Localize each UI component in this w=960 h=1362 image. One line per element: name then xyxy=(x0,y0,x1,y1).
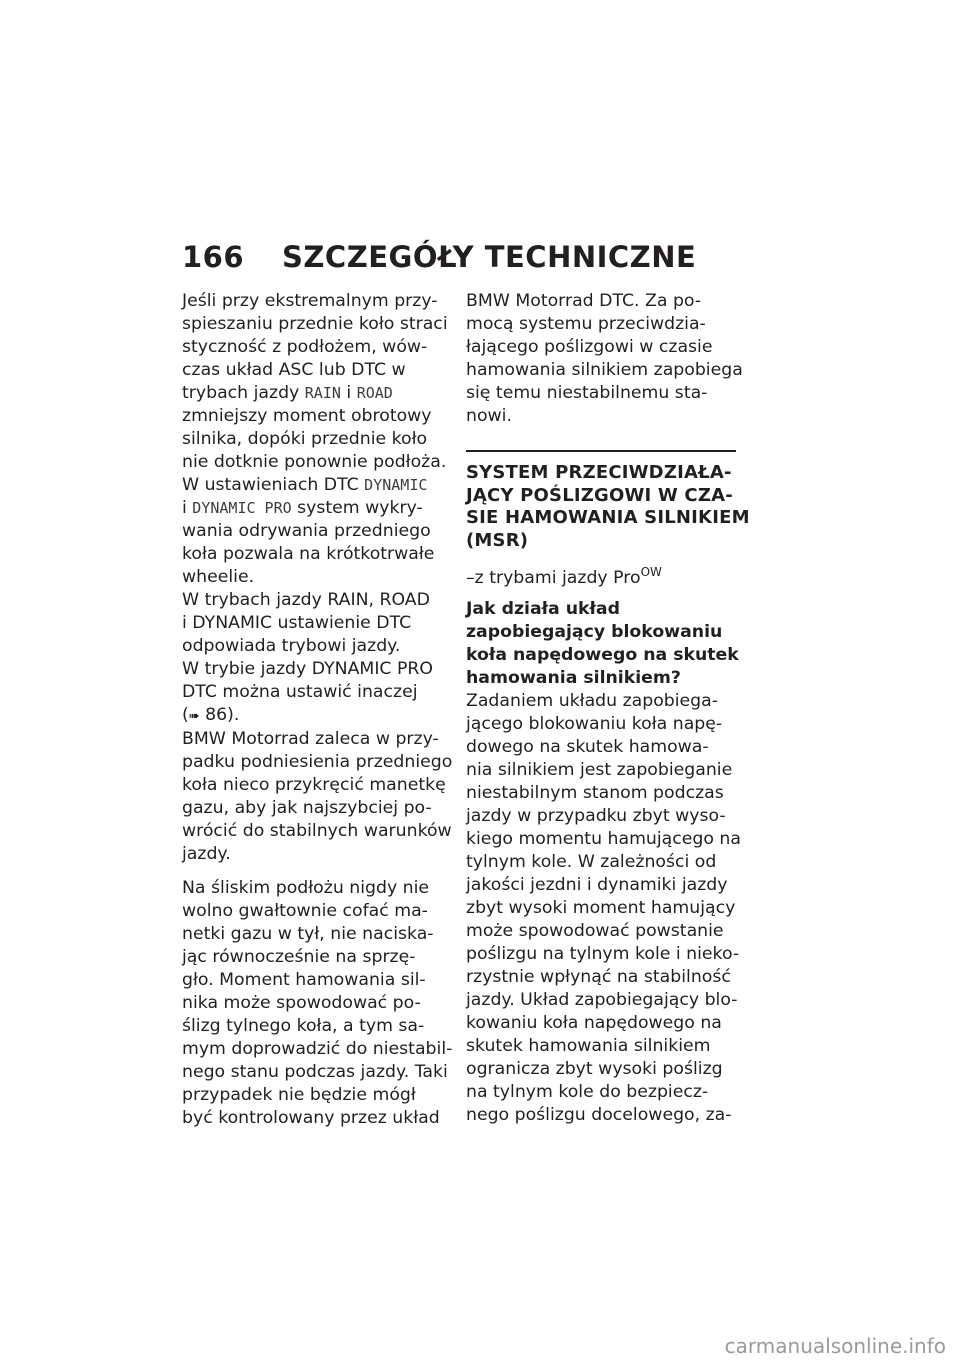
text-line: odpowiada trybowi jazdy. xyxy=(182,636,401,656)
text-line: jąc równocześnie na sprzę- xyxy=(182,947,416,967)
page-header xyxy=(182,240,742,284)
mode-label-dynamic: DYNAMIC xyxy=(364,476,428,494)
text-fragment: i xyxy=(182,498,193,518)
text-line: kiego momentu hamującego na xyxy=(466,828,741,849)
text-line: wania odrywania przedniego xyxy=(182,521,431,541)
text-fragment: trybach jazdy xyxy=(182,383,305,403)
text-line xyxy=(182,382,452,405)
text-line: jazdy w przypadku zbyt wyso- xyxy=(466,805,726,826)
text-line: rzystnie wpłynąć na stabilność xyxy=(466,966,731,987)
paragraph-dynamic-pro xyxy=(182,658,452,728)
heading-line: Jak działa układ xyxy=(466,598,620,619)
heading-line: SYSTEM PRZECIWDZIAŁA- xyxy=(466,462,732,483)
paragraph-continuation xyxy=(466,290,741,428)
variant-text: –z trybami jazdy Pro xyxy=(466,567,641,588)
section-divider xyxy=(466,450,736,452)
text-line: ślizg tylnego koła, a tym sa- xyxy=(182,1016,425,1036)
text-line: zmniejszy moment obrotowy xyxy=(182,406,432,426)
page-title: SZCZEGÓŁY TECHNICZNE xyxy=(282,240,697,274)
text-line: W trybach jazdy RAIN, ROAD xyxy=(182,590,430,610)
right-column xyxy=(466,290,750,1127)
text-line: na tylnym kole do bezpiecz- xyxy=(466,1081,709,1102)
text-line: może spowodować powstanie xyxy=(466,920,724,941)
text-line: jakości jezdni i dynamiki jazdy xyxy=(466,874,728,895)
text-line: ogranicza zbyt wysoki poślizg xyxy=(466,1058,723,1079)
text-line: nego stanu podczas jazdy. Taki xyxy=(182,1062,448,1082)
arrow-right-icon: ➠ xyxy=(188,709,200,724)
heading-line: zapobiegający blokowaniu xyxy=(466,621,723,642)
text-line: tylnym kole. W zależności od xyxy=(466,851,717,872)
text-line xyxy=(182,497,452,520)
text-line: dowego na skutek hamowa- xyxy=(466,736,709,757)
text-line: być kontrolowany przez układ xyxy=(182,1108,440,1128)
text-line: kowaniu koła napędowego na xyxy=(466,1012,722,1033)
heading-line: hamowania silnikiem? xyxy=(466,667,681,688)
text-line: nia silnikiem jest zapobieganie xyxy=(466,759,733,780)
text-line: wheelie. xyxy=(182,567,255,587)
text-line: mocą systemu przeciwdzia- xyxy=(466,314,706,334)
text-fragment: ( xyxy=(182,705,189,725)
text-fragment: W ustawieniach DTC xyxy=(182,475,365,495)
text-line: jazdy. Układ zapobiegający blo- xyxy=(466,989,738,1010)
text-line: skutek hamowania silnikiem xyxy=(466,1035,711,1056)
text-line: mym doprowadzić do niestabil- xyxy=(182,1039,453,1059)
text-fragment: i xyxy=(340,383,357,403)
text-line xyxy=(182,474,452,497)
text-line: jazdy. xyxy=(182,844,231,864)
text-line: netki gazu w tył, nie naciska- xyxy=(182,924,434,944)
page-reference-link[interactable] xyxy=(182,704,452,728)
text-line: BMW Motorrad DTC. Za po- xyxy=(466,291,702,311)
text-line: gazu, aby jak najszybciej po- xyxy=(182,798,432,818)
paragraph-wheelie-intro xyxy=(182,290,452,474)
text-line: nego poślizgu docelowego, za- xyxy=(466,1104,732,1125)
text-line: wolno gwałtownie cofać ma- xyxy=(182,901,428,921)
text-line: poślizgu na tylnym kole i nieko- xyxy=(466,943,740,964)
text-line: nowi. xyxy=(466,406,512,426)
mode-label-road: ROAD xyxy=(356,384,393,402)
watermark-link[interactable]: carmanualsonline.info xyxy=(724,1334,946,1358)
heading-line: (MSR) xyxy=(466,529,529,551)
page-reference-number: 86). xyxy=(199,705,240,725)
text-line: się temu niestabilnemu sta- xyxy=(466,383,708,403)
text-line: styczność z podłożem, wów- xyxy=(182,337,428,357)
text-line: koła pozwala na krótkotrwałe xyxy=(182,544,435,564)
section-heading-msr xyxy=(466,462,750,552)
text-line: przypadek nie będzie mógł xyxy=(182,1085,416,1105)
text-line: BMW Motorrad zaleca w przy- xyxy=(182,729,439,749)
paragraph-msr-explanation xyxy=(466,690,741,1127)
text-line: padku podniesienia przedniego xyxy=(182,752,453,772)
paragraph-dtc-modes xyxy=(182,589,452,658)
text-line: Jeśli przy ekstremalnym przy- xyxy=(182,291,438,311)
heading-line: koła napędowego na skutek xyxy=(466,644,739,665)
heading-line: JĄCY POŚLIZGOWI W CZA- xyxy=(466,484,733,506)
text-line: DTC można ustawić inaczej xyxy=(182,682,418,702)
text-line: wrócić do stabilnych warunków xyxy=(182,821,452,841)
paragraph-slippery-surface xyxy=(182,877,452,1130)
text-line: hamowania silnikiem zapobiega xyxy=(466,360,743,380)
text-line: nika może spowodować po- xyxy=(182,993,421,1013)
mode-label-dynamic-pro: DYNAMIC PRO xyxy=(192,499,292,517)
variant-note xyxy=(466,561,741,590)
text-line: i DYNAMIC ustawienie DTC xyxy=(182,613,412,633)
left-column xyxy=(182,290,452,1130)
mode-label-rain: RAIN xyxy=(304,384,341,402)
text-line: jącego blokowaniu koła napę- xyxy=(466,713,723,734)
text-line: gło. Moment hamowania sil- xyxy=(182,970,426,990)
text-line: W trybie jazdy DYNAMIC PRO xyxy=(182,659,433,679)
subheading-question xyxy=(466,598,741,690)
text-line: Na śliskim podłożu nigdy nie xyxy=(182,878,430,898)
variant-superscript: OW xyxy=(640,565,662,579)
text-line: czas układ ASC lub DTC w xyxy=(182,360,406,380)
text-line: spieszaniu przednie koło straci xyxy=(182,314,448,334)
text-line: zbyt wysoki moment hamujący xyxy=(466,897,736,918)
paragraph-dynamic-wheelie xyxy=(182,474,452,589)
text-line: nie dotknie ponownie podłoża. xyxy=(182,452,447,472)
text-line: Zadaniem układu zapobiega- xyxy=(466,690,718,711)
text-line: koła nieco przykręcić manetkę xyxy=(182,775,446,795)
text-fragment: system wykry- xyxy=(291,498,423,518)
text-line: niestabilnym stanom podczas xyxy=(466,782,724,803)
text-line: silnika, dopóki przednie koło xyxy=(182,429,428,449)
text-line: łającego poślizgowi w czasie xyxy=(466,337,713,357)
page-number: 166 xyxy=(182,240,245,274)
paragraph-recommendation xyxy=(182,728,452,866)
heading-line: SIE HAMOWANIA SILNIKIEM xyxy=(466,507,750,528)
